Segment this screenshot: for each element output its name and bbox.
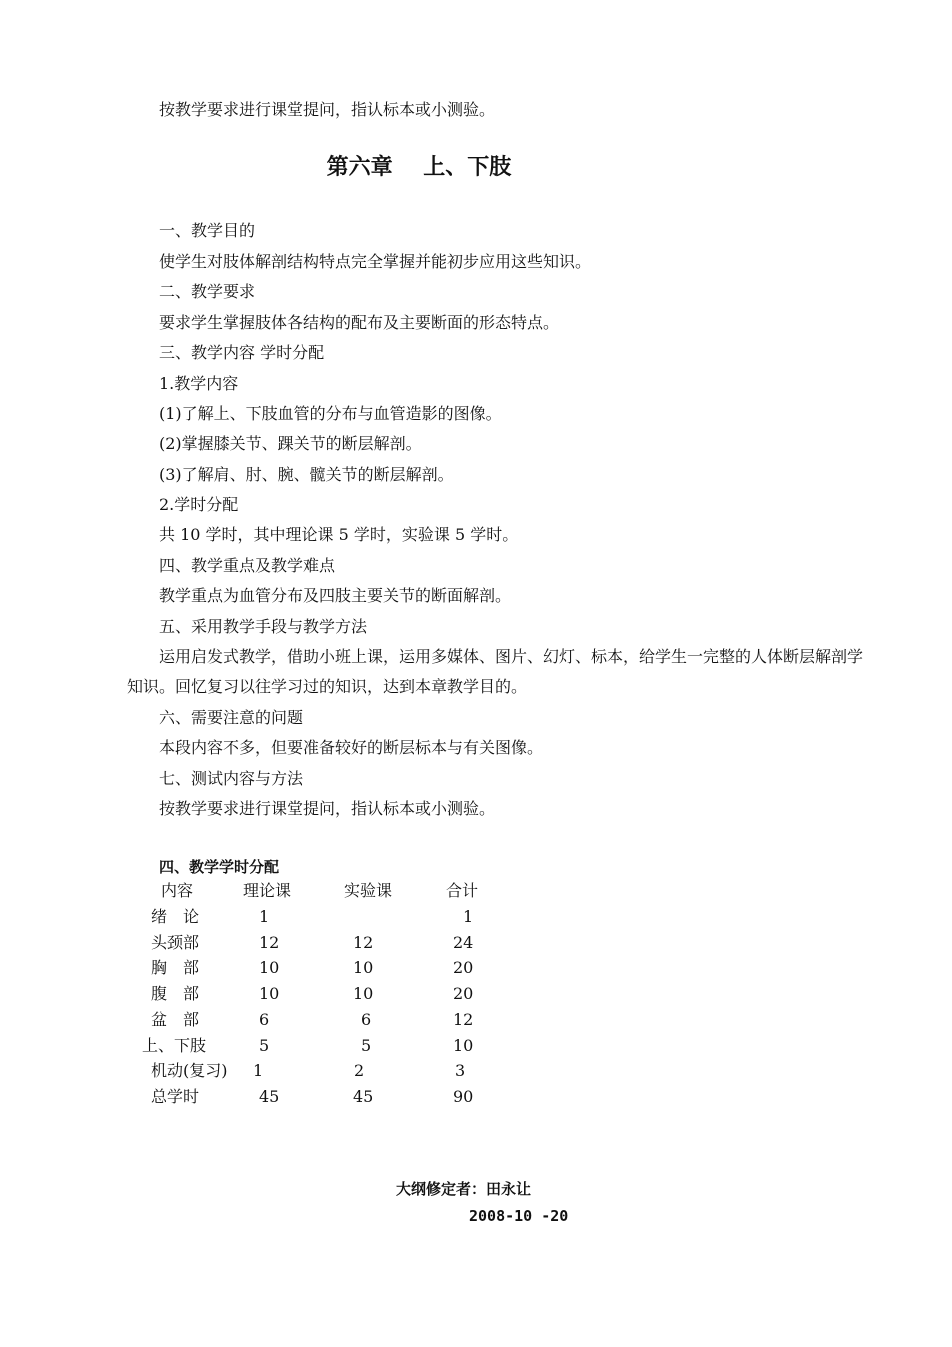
table-row-lab: 2 <box>354 1061 365 1080</box>
section-heading-notes: 六、需要注意的问题 <box>159 708 304 727</box>
table-row-total: 20 <box>453 958 474 977</box>
section-body-key-points: 教学重点为血管分布及四肢主要关节的断面解剖。 <box>159 586 512 605</box>
table-row-name: 腹 部 <box>151 984 200 1003</box>
chapter-title: 第六章 上、下肢 <box>326 154 512 180</box>
table-row-lab: 45 <box>353 1087 374 1106</box>
table-row-lab: 6 <box>361 1010 372 1029</box>
table-row-theory: 5 <box>259 1036 270 1055</box>
table-header-content: 内容 <box>161 881 194 900</box>
table-row-theory: 1 <box>253 1061 264 1080</box>
table-row-total: 90 <box>453 1087 474 1106</box>
table-row-theory: 12 <box>259 933 280 952</box>
hours-summary: 共 10 学时，其中理论课 5 学时，实验课 5 学时。 <box>159 525 519 544</box>
section-heading-methods: 五、采用教学手段与教学方法 <box>159 617 368 636</box>
section-body-notes: 本段内容不多，但要准备较好的断层标本与有关图像。 <box>159 738 544 757</box>
section-heading-content: 三、教学内容 学时分配 <box>159 343 325 362</box>
table-row-name: 绪 论 <box>151 907 200 926</box>
table-row-theory: 10 <box>259 984 280 1003</box>
allocation-heading: 四、教学学时分配 <box>159 858 280 876</box>
top-line: 按教学要求进行课堂提问，指认标本或小测验。 <box>159 100 496 119</box>
subheading-content: 1.教学内容 <box>159 374 239 393</box>
table-row-total: 10 <box>453 1036 474 1055</box>
section-heading-requirements: 二、教学要求 <box>159 282 256 301</box>
content-item-1: (1)了解上、下肢血管的分布与血管造影的图像。 <box>159 404 502 423</box>
table-row-total: 24 <box>453 933 474 952</box>
section-body-methods: 运用启发式教学，借助小班上课，运用多媒体、图片、幻灯、标本，给学生一完整的人体断层解剖学知识。回忆复习以往学习过的知识，达到本章教学目的。 <box>127 647 864 696</box>
section-body-requirements: 要求学生掌握肢体各结构的配布及主要断面的形态特点。 <box>159 313 560 332</box>
content-item-2: (2)掌握膝关节、踝关节的断层解剖。 <box>159 434 422 453</box>
table-row-lab: 10 <box>353 984 374 1003</box>
table-row-name: 机动(复习) <box>151 1061 228 1080</box>
content-item-3: (3)了解肩、肘、腕、髋关节的断层解剖。 <box>159 465 454 484</box>
table-row-total: 20 <box>453 984 474 1003</box>
table-row-theory: 10 <box>259 958 280 977</box>
table-row-theory: 45 <box>259 1087 280 1106</box>
table-row-theory: 1 <box>259 907 270 926</box>
revision-date: 2008-10 -20 <box>469 1207 569 1225</box>
table-row-lab: 10 <box>353 958 374 977</box>
table-row-name: 上、下肢 <box>142 1036 207 1055</box>
table-header-total: 合计 <box>446 881 479 900</box>
section-body-testing: 按教学要求进行课堂提问，指认标本或小测验。 <box>159 799 496 818</box>
section-heading-testing: 七、测试内容与方法 <box>159 769 304 788</box>
reviser-signature: 大纲修定者：田永让 <box>396 1180 532 1198</box>
section-heading-key-points: 四、教学重点及教学难点 <box>159 556 336 575</box>
section-heading-objective: 一、教学目的 <box>159 221 256 240</box>
table-row-lab: 12 <box>353 933 374 952</box>
table-row-total: 12 <box>453 1010 474 1029</box>
table-row-name: 总学时 <box>151 1087 200 1106</box>
table-row-total: 1 <box>463 907 474 926</box>
table-row-name: 头颈部 <box>151 933 200 952</box>
table-row-lab: 5 <box>361 1036 372 1055</box>
table-row-name: 盆 部 <box>151 1010 200 1029</box>
table-row-theory: 6 <box>259 1010 270 1029</box>
table-row-total: 3 <box>455 1061 466 1080</box>
subheading-hours: 2.学时分配 <box>159 495 239 514</box>
table-header-lab: 实验课 <box>344 881 393 900</box>
table-row-name: 胸 部 <box>151 958 200 977</box>
section-body-objective: 使学生对肢体解剖结构特点完全掌握并能初步应用这些知识。 <box>159 252 592 271</box>
table-header-theory: 理论课 <box>243 881 292 900</box>
